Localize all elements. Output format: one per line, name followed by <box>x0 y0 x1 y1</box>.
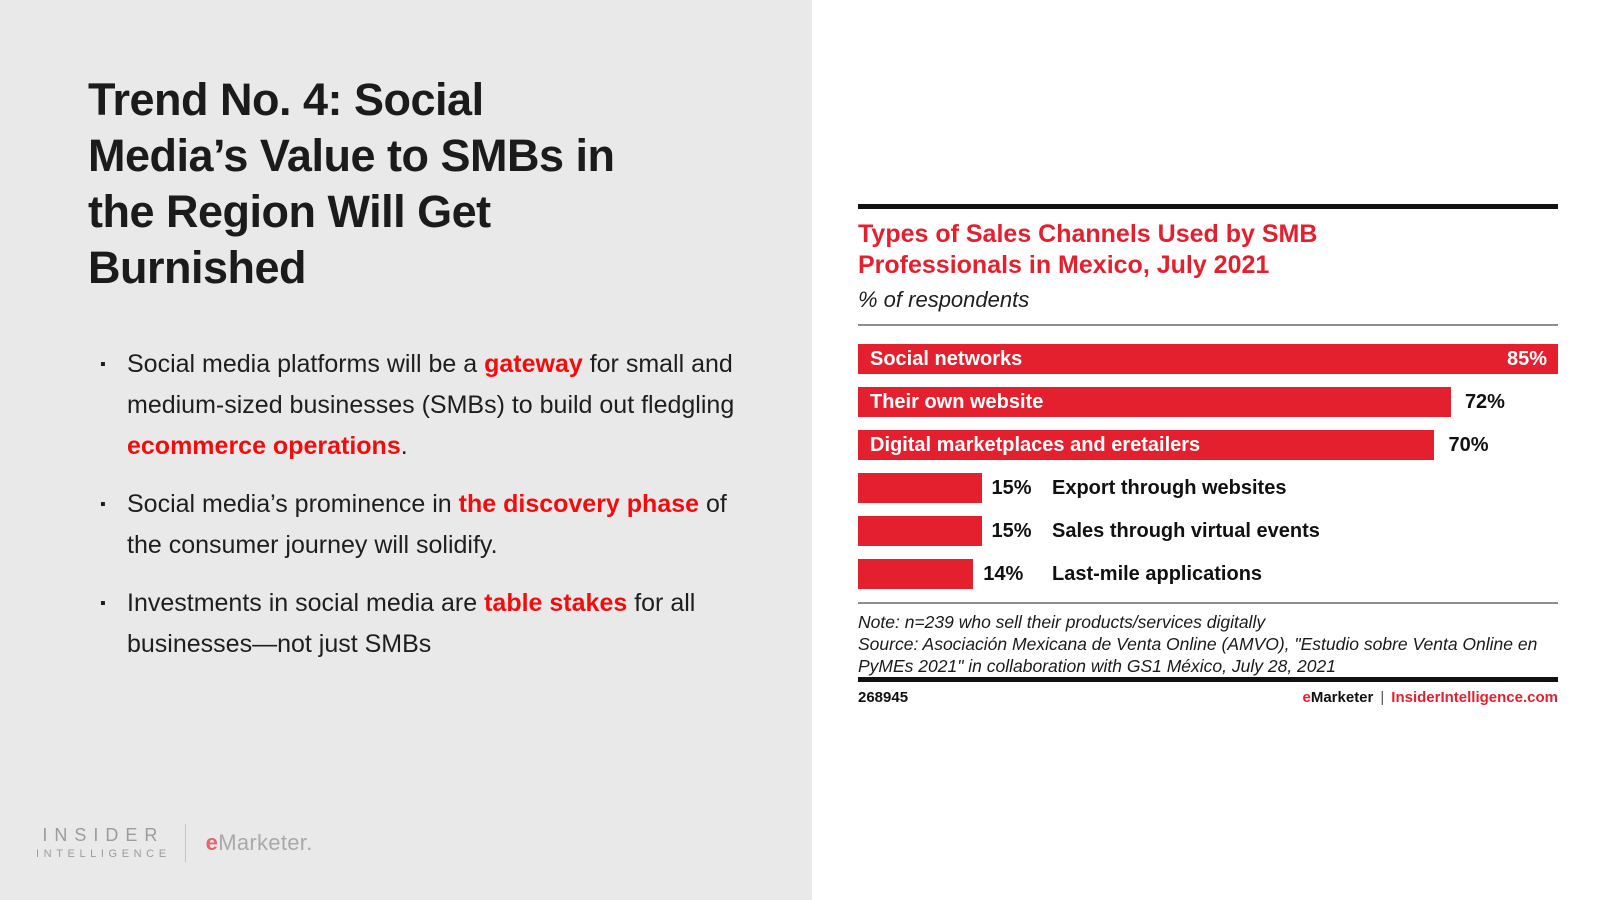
chart-header-divider <box>858 324 1558 326</box>
bar-row <box>858 473 1558 503</box>
insider-logo-line1: INSIDER <box>42 824 165 845</box>
brand-footer <box>36 824 313 862</box>
footer-site-link[interactable]: InsiderIntelligence.com <box>1391 689 1558 706</box>
bar <box>858 559 973 589</box>
insider-intelligence-logo <box>36 825 171 862</box>
bullet-highlight: the discovery phase <box>458 490 700 518</box>
bullet-item <box>100 583 740 665</box>
bullet-list <box>100 344 740 682</box>
chart-footer <box>858 689 1558 706</box>
bullet-marker-icon: ▪ <box>100 595 106 612</box>
note-line: Source: Asociación Mexicana de Venta Online (AMVO), "Estudio sobre Venta Online en <box>858 634 1538 654</box>
emarketer-logo-text: Marketer. <box>218 830 313 855</box>
bullet-segment: for all businesses—not just SMBs <box>127 589 696 658</box>
bar-row <box>858 344 1558 374</box>
page-title-line: the Region Will Get <box>88 186 491 237</box>
bullet-item <box>100 344 740 467</box>
bar-label: Export through websites <box>1052 477 1287 499</box>
bar-label: Last-mile applications <box>1052 563 1263 585</box>
bullet-text <box>127 583 740 665</box>
chart-id: 268945 <box>858 689 909 706</box>
chart-title <box>858 219 1558 281</box>
bar-value: 15% <box>991 477 1032 499</box>
bar-label: Their own website <box>870 390 1044 413</box>
emarketer-logo <box>206 830 313 856</box>
note-line: Note: n=239 who sell their products/services digitally <box>858 612 1266 632</box>
bullet-highlight: table stakes <box>484 589 628 617</box>
bar-value: 70% <box>1448 434 1489 456</box>
footer-emarketer-e: e <box>1302 689 1311 706</box>
insider-logo-line2: INTELLIGENCE <box>36 847 171 860</box>
bullet-segment: . <box>400 432 408 460</box>
chart-top-rule <box>858 204 1558 209</box>
bar-label: Digital marketplaces and eretailers <box>870 433 1201 456</box>
page-title-line: Media’s Value to SMBs in <box>88 130 615 181</box>
bar-row <box>858 516 1558 546</box>
chart-note-divider <box>858 602 1558 604</box>
page-title-line: Trend No. 4: Social <box>88 74 484 125</box>
bullet-highlight: gateway <box>484 350 583 378</box>
bullet-segment: Social media platforms will be a <box>127 350 485 378</box>
bar-value: 72% <box>1464 391 1505 413</box>
page-title <box>88 72 708 296</box>
bullet-marker-icon: ▪ <box>100 356 106 373</box>
footer-emarketer-text: Marketer <box>1310 689 1374 706</box>
bar <box>858 387 1451 417</box>
bullet-item <box>100 484 740 566</box>
chart-footer-brand <box>1302 689 1558 706</box>
bar-row <box>858 559 1558 589</box>
bullet-segment: Social media’s prominence in <box>127 490 459 518</box>
bullet-text <box>127 344 740 467</box>
bar-value: 15% <box>991 520 1032 542</box>
chart-bottom-rule <box>858 677 1558 682</box>
bar <box>858 473 982 503</box>
bar <box>858 344 1558 374</box>
bar <box>858 430 1434 460</box>
bullet-segment: for small and medium-sized businesses (SMBs) to build out fledgling <box>127 350 735 419</box>
brand-divider <box>185 824 186 862</box>
bar-value: 14% <box>983 563 1024 585</box>
bullet-text <box>127 484 740 566</box>
emarketer-logo-e: e <box>205 830 219 855</box>
bar-row <box>858 430 1558 460</box>
chart-subtitle: % of respondents <box>858 287 1030 312</box>
page-title-line: Burnished <box>88 242 307 293</box>
chart-title-line: Professionals in Mexico, July 2021 <box>858 251 1270 279</box>
note-line: PyMEs 2021" in collaboration with GS1 México, July 28, 2021 <box>858 656 1336 676</box>
bullet-highlight: ecommerce operations <box>127 432 401 460</box>
bullet-segment: Investments in social media are <box>127 589 485 617</box>
bar-value: 85% <box>1506 347 1547 370</box>
chart-note <box>858 611 1558 677</box>
bar-rows <box>858 344 1558 589</box>
bar-label: Social networks <box>870 347 1023 370</box>
chart-panel <box>858 204 1558 706</box>
chart-title-line: Types of Sales Channels Used by SMB <box>858 220 1318 248</box>
bar-label: Sales through virtual events <box>1052 520 1320 542</box>
bar-row <box>858 387 1558 417</box>
bullet-marker-icon: ▪ <box>100 496 106 513</box>
bullet-segment: of the consumer journey will solidify. <box>127 490 727 559</box>
bar <box>858 516 982 546</box>
footer-pipe: | <box>1380 689 1385 706</box>
